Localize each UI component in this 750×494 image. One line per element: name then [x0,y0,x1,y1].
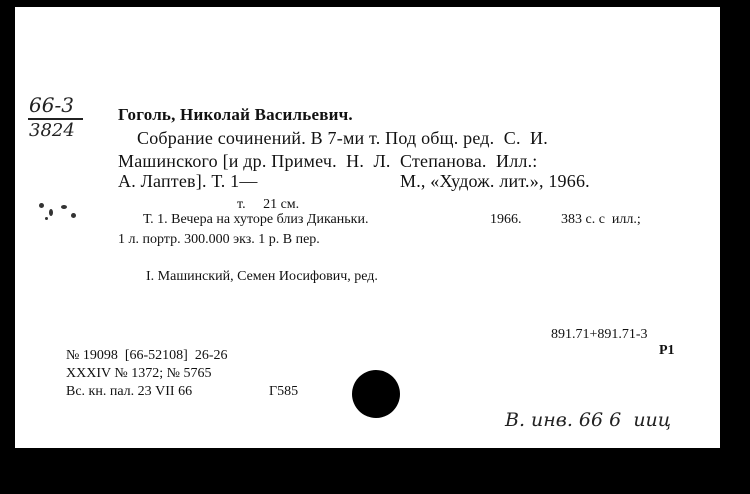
registry-line-1: № 19098 [66-52108] 26-26 [66,348,228,363]
title-line-2: Машинского [и др. Примеч. Н. Л. Степанова. Илл.: [118,151,538,171]
title-line-1: Собрание сочинений. В 7-ми т. Под общ. ред. С. И. [137,128,548,148]
volume-details: 1 л. портр. 300.000 экз. 1 р. В пер. [118,232,320,247]
added-entry: I. Машинский, Семен Иосифович, ред. [146,269,378,284]
classification-code: 891.71+891.71-3 [551,327,648,342]
registry-line-2: XXXIV № 1372; № 5765 [66,366,212,381]
title-line-3: А. Лаптев]. Т. 1— [118,171,258,191]
classification-mark: Р1 [659,343,675,358]
call-number-line1: 66-3 [29,93,74,117]
imprint: М., «Худож. лит.», 1966. [400,171,590,191]
volume-year: 1966. [490,212,522,227]
punch-hole [352,370,400,418]
catalog-card [15,7,720,448]
volume-pages: 383 с. с илл.; [561,212,641,227]
call-number-line2: 3824 [29,120,75,141]
author-heading: Гоголь, Николай Васильевич. [118,105,353,124]
registry-line-3: Вс. кн. пал. 23 VII 66 [66,384,193,399]
handwritten-note: В. инв. 66 6 ииц [505,409,672,431]
size-line: т. 21 см. [237,197,300,212]
volume-title: Т. 1. Вечера на хуторе близ Диканьки. [143,212,369,227]
registry-code: Г585 [269,384,299,399]
stamp-marks [35,197,85,227]
